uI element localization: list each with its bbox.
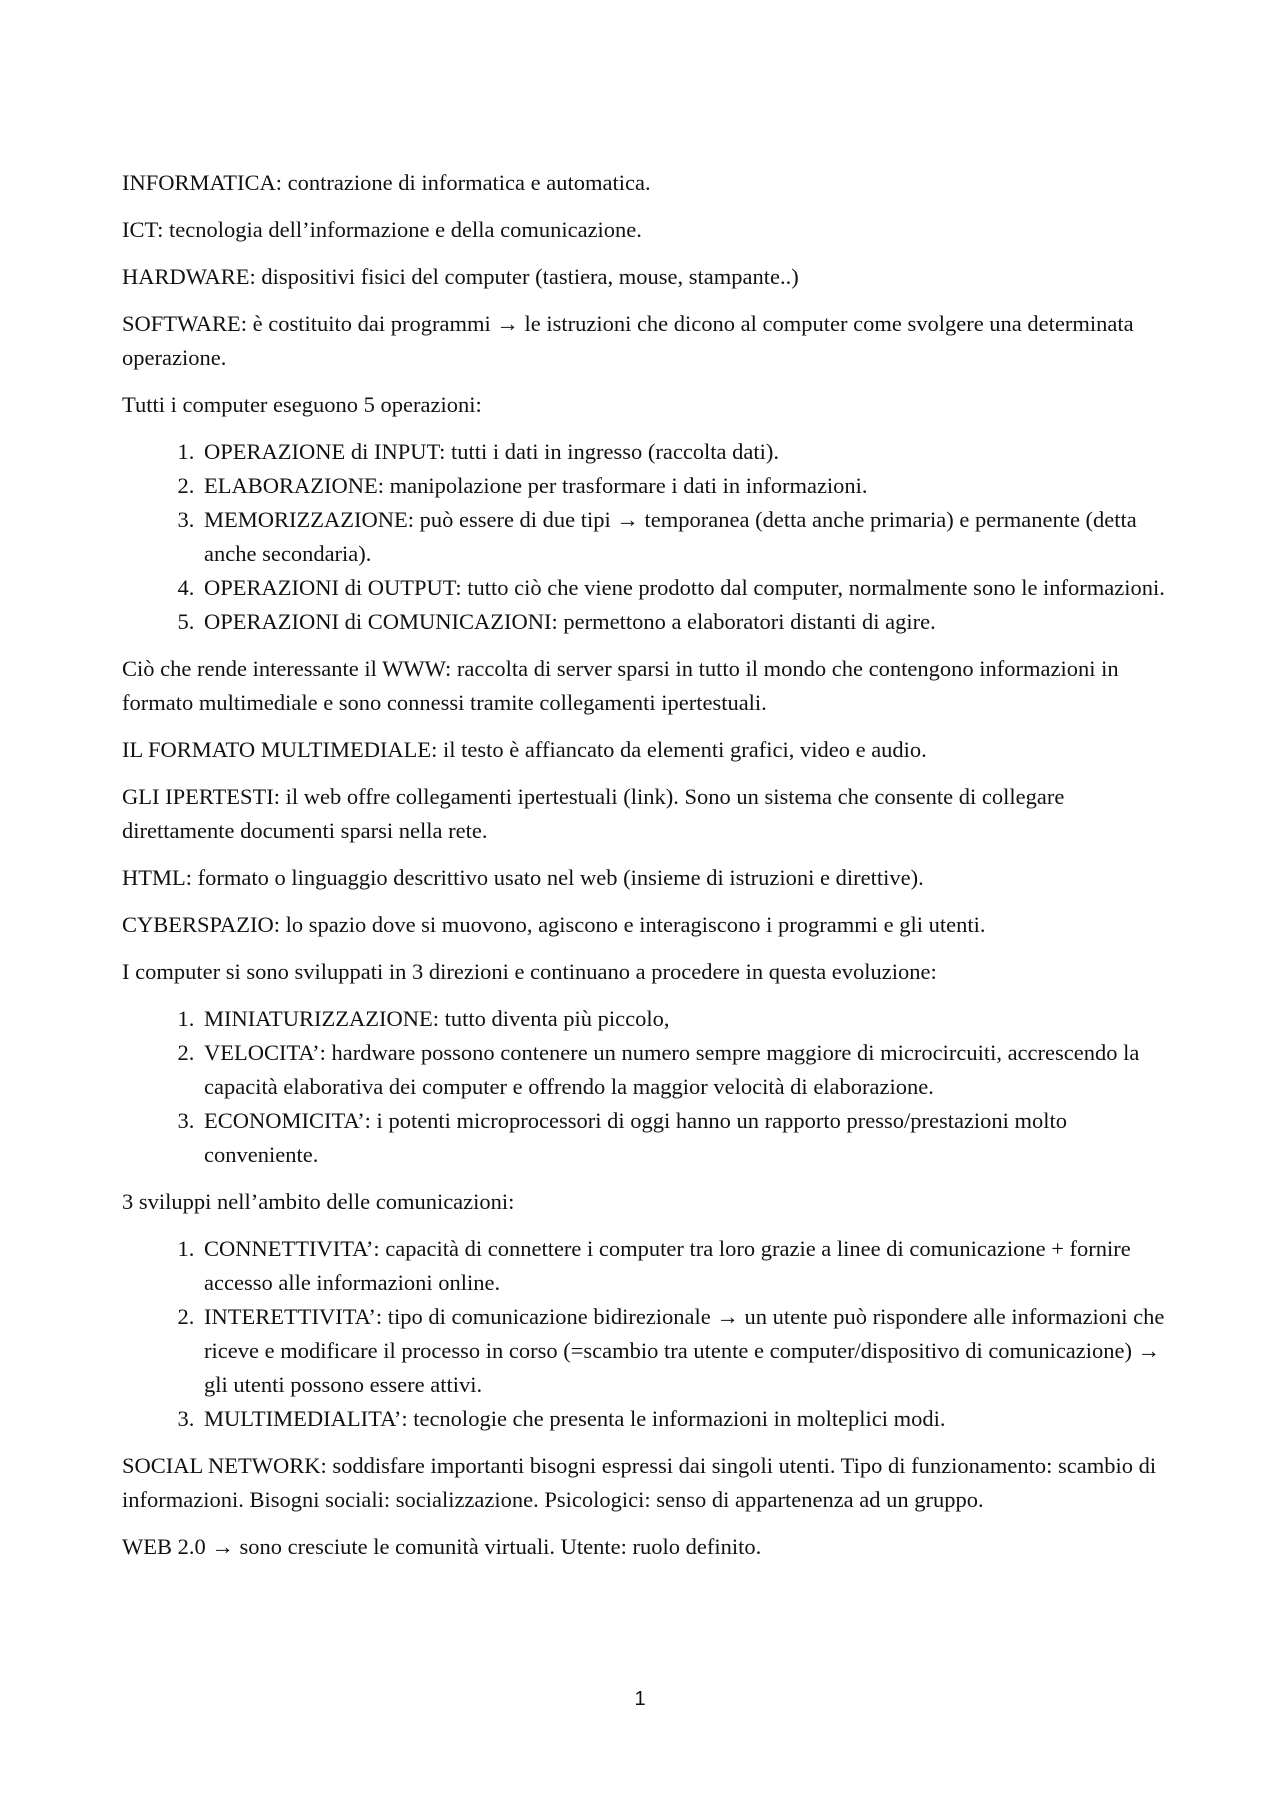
list-item: 1. MINIATURIZZAZIONE: tutto diventa più piccolo,: [200, 1002, 1182, 1036]
paragraph-ict: ICT: tecnologia dell’informazione e della comunicazione.: [122, 217, 642, 242]
list-item: 3. MULTIMEDIALITA’: tecnologie che presenta le informazioni in molteplici modi.: [200, 1402, 1182, 1436]
list-item: 3. ECONOMICITA’: i potenti microprocessori di oggi hanno un rapporto presso/prestazioni molto conveniente.: [200, 1104, 1182, 1172]
paragraph-html: HTML: formato o linguaggio descrittivo usato nel web (insieme di istruzioni e direttive).: [122, 865, 924, 890]
paragraph-operazioni-intro: Tutti i computer eseguono 5 operazioni:: [122, 392, 482, 417]
list-item: 4. OPERAZIONI di OUTPUT: tutto ciò che viene prodotto dal computer, normalmente sono le informazioni.: [200, 571, 1182, 605]
paragraph-comunicazioni-intro: 3 sviluppi nell’ambito delle comunicazioni:: [122, 1189, 515, 1214]
paragraph-software: SOFTWARE: è costituito dai programmi → le istruzioni che dicono al computer come svolgere una determinata operazione.: [122, 311, 1134, 370]
list-direzioni: [122, 1002, 1182, 1172]
list-item: 5. OPERAZIONI di COMUNICAZIONI: permettono a elaboratori distanti di agire.: [200, 605, 1182, 639]
list-item: 2. ELABORAZIONE: manipolazione per trasformare i dati in informazioni.: [200, 469, 1182, 503]
paragraph-ipertesti: GLI IPERTESTI: il web offre collegamenti ipertestuali (link). Sono un sistema che consente di collegare direttamente documenti sparsi nella rete.: [122, 784, 1065, 843]
list-comunicazioni: [122, 1232, 1182, 1436]
paragraph-social-network: SOCIAL NETWORK: soddisfare importanti bisogni espressi dai singoli utenti. Tipo di funzionamento: scambio di informazioni. Bisogni sociali: socializzazione. Psicologici: senso di appartenenza ad un gruppo.: [122, 1453, 1157, 1512]
paragraph-cyberspazio: CYBERSPAZIO: lo spazio dove si muovono, agiscono e interagiscono i programmi e gli utenti.: [122, 912, 986, 937]
paragraph-informatica: INFORMATICA: contrazione di informatica e automatica.: [122, 170, 651, 195]
paragraph-multimediale: IL FORMATO MULTIMEDIALE: il testo è affiancato da elementi grafici, video e audio.: [122, 737, 927, 762]
paragraph-web20: WEB 2.0 → sono cresciute le comunità virtuali. Utente: ruolo definito.: [122, 1534, 762, 1559]
list-item: 3. MEMORIZZAZIONE: può essere di due tipi → temporanea (detta anche primaria) e permanente (detta anche secondaria).: [200, 503, 1182, 571]
paragraph-www: Ciò che rende interessante il WWW: raccolta di server sparsi in tutto il mondo che contengono informazioni in formato multimediale e sono connessi tramite collegamenti ipertestuali.: [122, 656, 1119, 715]
list-item: 1. OPERAZIONE di INPUT: tutti i dati in ingresso (raccolta dati).: [200, 435, 1182, 469]
document-page: [122, 166, 1182, 1577]
list-item: 2. VELOCITA’: hardware possono contenere un numero sempre maggiore di microcircuiti, accrescendo la capacità elaborativa dei computer e offrendo la maggior velocità di elaborazione.: [200, 1036, 1182, 1104]
list-operazioni: [122, 435, 1182, 639]
list-item: 2. INTERETTIVITA’: tipo di comunicazione bidirezionale → un utente può rispondere alle informazioni che riceve e modificare il processo in corso (=scambio tra utente e computer/dispositivo di comunicazione) → gli utenti possono essere attivi.: [200, 1300, 1182, 1402]
list-item: 1. CONNETTIVITA’: capacità di connettere i computer tra loro grazie a linee di comunicazione + fornire accesso alle informazioni online.: [200, 1232, 1182, 1300]
paragraph-direzioni-intro: I computer si sono sviluppati in 3 direzioni e continuano a procedere in questa evoluzione:: [122, 959, 937, 984]
paragraph-hardware: HARDWARE: dispositivi fisici del computer (tastiera, mouse, stampante..): [122, 264, 799, 289]
page-number: 1: [634, 1688, 646, 1710]
